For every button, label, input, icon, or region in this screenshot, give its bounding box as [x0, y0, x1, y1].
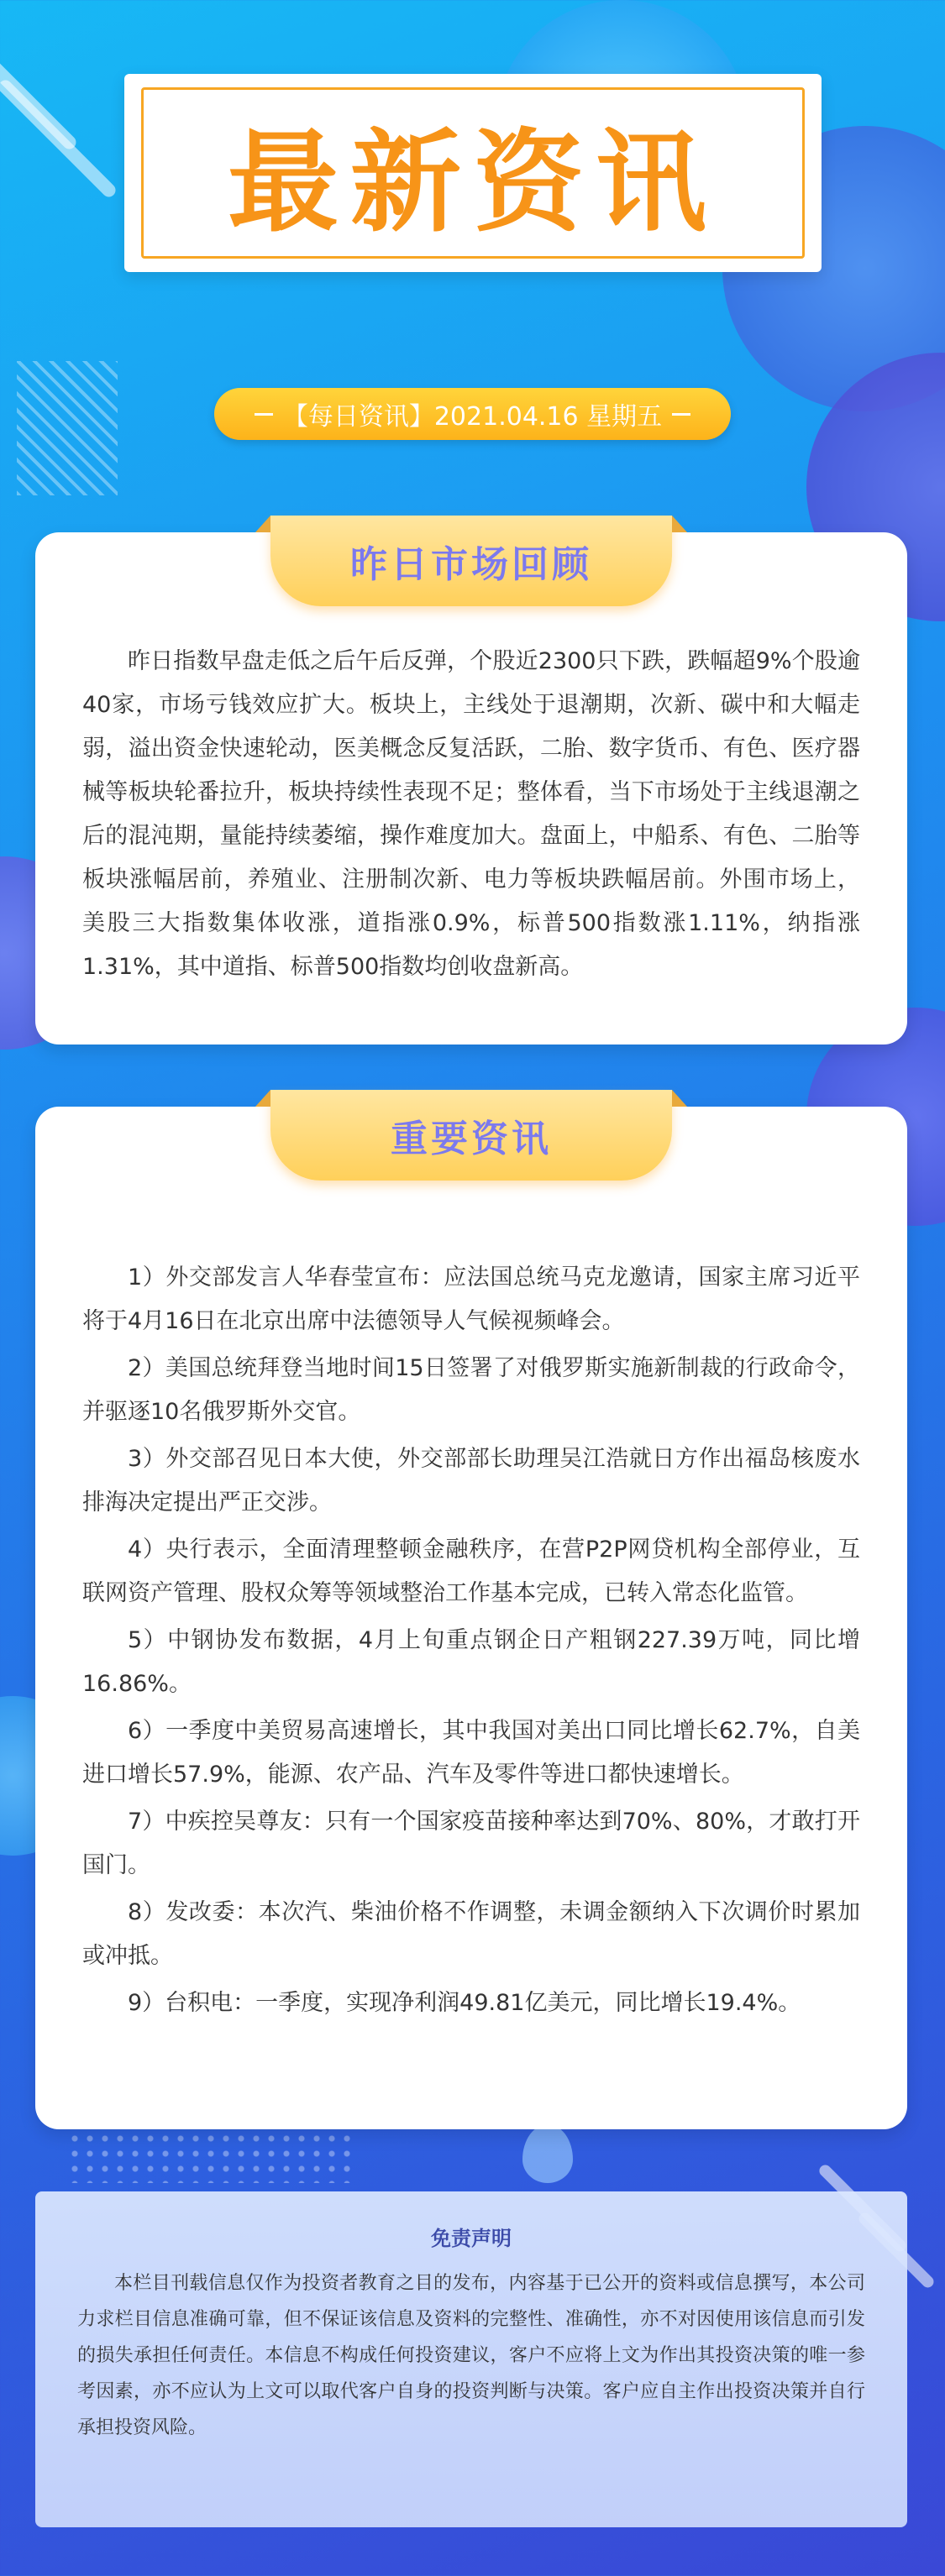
news-item: 9）台积电：一季度，实现净利润49.81亿美元，同比增长19.4%。	[128, 1990, 801, 2016]
news-item: 2）美国总统拜登当地时间15日签署了对俄罗斯实施新制裁的行政命令，并驱逐10名俄罗斯外交官。	[82, 1355, 860, 1425]
news-item: 1）外交部发言人华春莹宣布：应法国总统马克龙邀请，国家主席习近平将于4月16日在北京出席中法德领导人气候视频峰会。	[82, 1264, 860, 1334]
news-header	[270, 1090, 672, 1181]
news-item: 5）中钢协发布数据，4月上旬重点钢企日产粗钢227.39万吨，同比增16.86%。	[82, 1627, 860, 1697]
news-heading: 重要资讯	[391, 1118, 552, 1160]
date-badge	[214, 388, 731, 440]
bg-drop-icon	[522, 2124, 573, 2183]
page-title: 最新资讯	[228, 118, 718, 248]
news-item: 3）外交部召见日本大使，外交部部长助理吴江浩就日方作出福岛核废水排海决定提出严正交涉。	[82, 1446, 860, 1516]
disclaimer-title: 免责声明	[431, 2227, 512, 2250]
title-frame	[141, 87, 805, 259]
news-card	[35, 1107, 907, 2129]
news-item: 4）央行表示，全面清理整顿金融秩序，在营P2P网贷机构全部停业，互联网资产管理、股权众筹等领域整治工作基本完成，已转入常态化监管。	[82, 1537, 860, 1606]
disclaimer-box	[35, 2191, 907, 2527]
market-review-card	[35, 532, 907, 1045]
market-review-header	[270, 516, 672, 606]
date-label: 【每日资讯】2021.04.16 星期五	[282, 402, 663, 432]
bg-grid-pattern	[17, 361, 118, 495]
market-review-heading: 昨日市场回顾	[350, 543, 592, 586]
disclaimer-body: 本栏目刊载信息仅作为投资者教育之目的发布，内容基于已公开的资料或信息撰写，本公司力求栏目信息准确可靠，但不保证该信息及资料的完整性、准确性，亦不对因使用该信息而引发的损失承担任何责任。本信息不构成任何投资建议，客户不应将上文为作出其投资决策的唯一参考因素，亦不应认为上文可以取代客户自身的投资判断与决策。客户应自主作出投资决策并自行承担投资风险。	[77, 2273, 865, 2438]
news-item: 7）中疾控吴尊友：只有一个国家疫苗接种率达到70%、80%，才敢打开国门。	[82, 1809, 860, 1878]
dash-decoration	[255, 413, 273, 416]
market-review-body: 昨日指数早盘走低之后午后反弹，个股近2300只下跌，跌幅超9%个股逾40家，市场亏钱效应扩大。板块上，主线处于退潮期，次新、碳中和大幅走弱，溢出资金快速轮动，医美概念反复活跃，二胎、数字货币、有色、医疗器械等板块轮番拉升，板块持续性表现不足；整体看，当下市场处于主线退潮之后的混沌期，量能持续萎缩，操作难度加大。盘面上，中船系、有色、二胎等板块涨幅居前，养殖业、注册制次新、电力等板块跌幅居前。外围市场上， 美股三大指数集体收涨，道指涨0.9%，标普500指数涨1.11%，纳指涨1.31%，其中道指、标普500指数均创收盘新高。	[82, 648, 860, 980]
dash-decoration	[672, 413, 690, 416]
title-card	[124, 74, 822, 272]
bg-stripe	[0, 77, 118, 200]
news-item: 6）一季度中美贸易高速增长，其中我国对美出口同比增长62.7%，自美进口增长57.9%，能源、农产品、汽车及零件等进口都快速增长。	[82, 1718, 860, 1788]
news-item: 8）发改委：本次汽、柴油价格不作调整，未调金额纳入下次调价时累加或冲抵。	[82, 1899, 860, 1969]
